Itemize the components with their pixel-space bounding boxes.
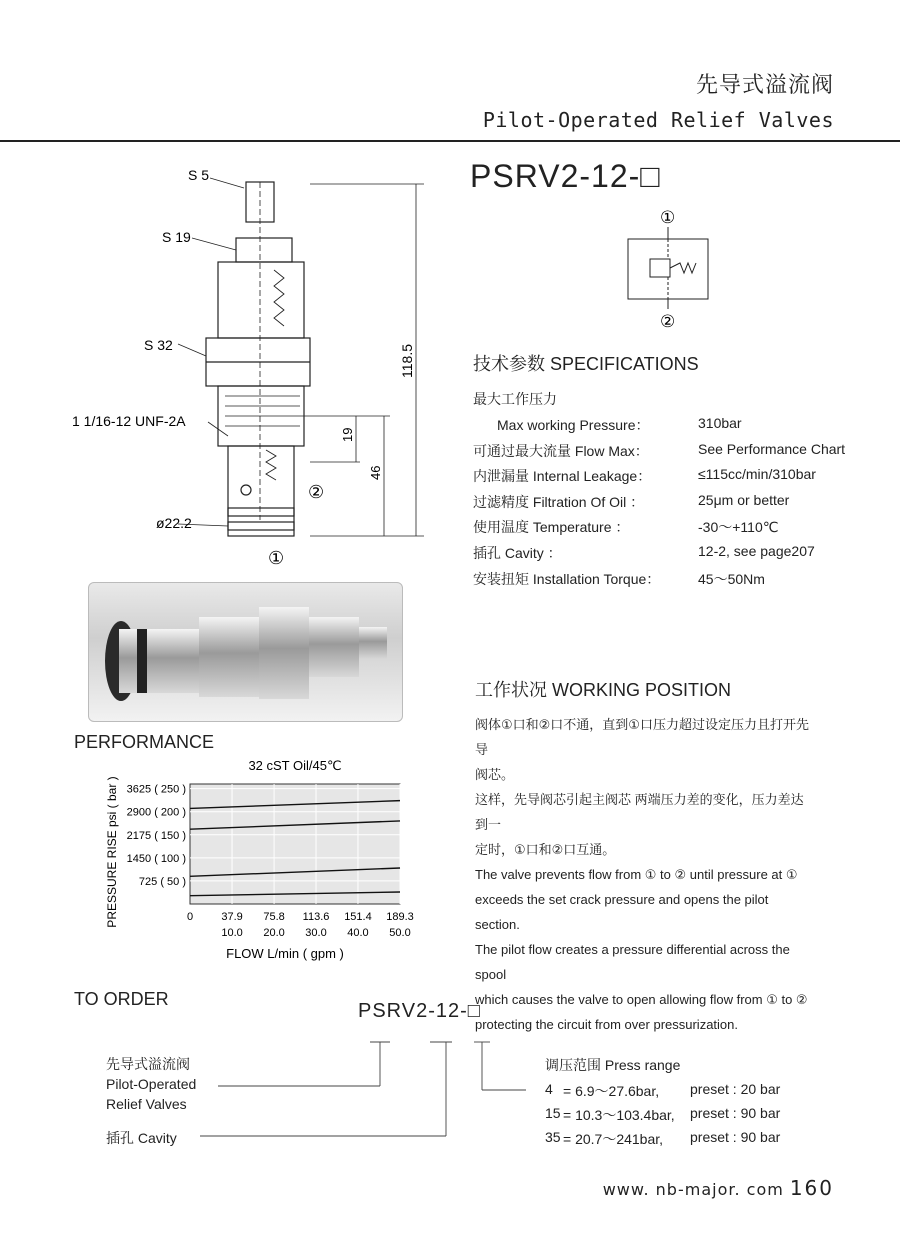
- chart-title: 32 cST Oil/45℃: [248, 758, 342, 773]
- press-range-title: 调压范围 Press range: [545, 1057, 681, 1073]
- wp-line: 阀芯。: [475, 767, 515, 782]
- spec-label: 使用温度 Temperature ：: [473, 519, 630, 535]
- x-tick-label-lpm: 113.6: [302, 911, 330, 923]
- header-title-en: Pilot-Operated Relief Valves: [482, 108, 834, 132]
- order-title: TO ORDER: [74, 989, 169, 1009]
- order-desc-line: Pilot-Operated: [106, 1076, 197, 1092]
- symbol-port-1: ①: [660, 208, 676, 227]
- press-range: = 20.7～241bar,: [563, 1131, 664, 1147]
- x-tick-label-lpm: 75.8: [263, 911, 285, 923]
- valve-drawing: [60, 160, 440, 580]
- x-tick-label-gpm: 30.0: [305, 927, 327, 939]
- spec-value: 310bar: [698, 415, 742, 431]
- x-tick-label-gpm: 20.0: [263, 927, 285, 939]
- y-tick-label: 2175 ( 150 ): [126, 829, 186, 842]
- spec-label: 最大工作压力: [473, 391, 557, 407]
- x-tick-label-gpm: 40.0: [347, 927, 369, 939]
- spec-label: 过滤精度 Filtration Of Oil ：: [473, 494, 645, 510]
- model-title: PSRV2-12-□: [470, 158, 661, 194]
- spec-value: ≤115cc/min/310bar: [698, 466, 816, 482]
- press-preset: preset : 90 bar: [690, 1129, 781, 1145]
- wp-line: 阀体①口和②口不通，直到①口压力超过设定压力且打开先导: [475, 717, 809, 757]
- wp-line: 定时，①口和②口互通。: [475, 842, 616, 857]
- wp-line: which causes the valve to open allowing flow from ① to ②: [475, 992, 808, 1007]
- spec-label: 内泄漏量 Internal Leakage：: [473, 468, 652, 484]
- performance-title: PERFORMANCE: [74, 732, 215, 752]
- press-preset: preset : 20 bar: [690, 1081, 781, 1097]
- header-divider: [0, 140, 900, 142]
- spec-label: 插孔 Cavity ：: [473, 545, 562, 561]
- spec-value: See Performance Chart: [698, 441, 846, 457]
- footer-url[interactable]: www. nb-major. com: [602, 1180, 784, 1199]
- label-s19: S 19: [162, 229, 191, 245]
- dim-19: 19: [340, 427, 355, 442]
- press-code: 35: [545, 1129, 561, 1145]
- performance-chart: [90, 752, 430, 974]
- x-tick-label-lpm: 37.9: [221, 911, 243, 923]
- wp-line: protecting the circuit from over pressurization.: [475, 1017, 738, 1032]
- x-tick-label-gpm: 50.0: [389, 927, 411, 939]
- order-cavity: 插孔 Cavity: [106, 1130, 177, 1146]
- order-desc: [106, 1054, 196, 1114]
- order-leader-lines: [190, 1036, 550, 1146]
- x-tick-label-lpm: 189.3: [386, 911, 414, 923]
- y-tick-label: 725 ( 50 ): [138, 875, 186, 888]
- page-number: 160: [789, 1176, 834, 1200]
- spec-value: 12-2, see page207: [698, 543, 815, 559]
- y-tick-label: 1450 ( 100 ): [126, 852, 186, 865]
- press-code: 4: [545, 1081, 553, 1097]
- working-position-text: [475, 712, 815, 1037]
- y-axis-label: PRESSURE RISE psi ( bar ): [105, 776, 119, 928]
- wp-line: The valve prevents flow from ① to ② until pressure at ①: [475, 867, 798, 882]
- product-photo: [88, 582, 403, 722]
- wp-line: 这样，先导阀芯引起主阀芯 两端压力差的变化，压力差达到一: [475, 792, 804, 832]
- working-position-title: 工作状况 WORKING POSITION: [475, 680, 732, 700]
- wp-line: The pilot flow creates a pressure differential across the spool: [475, 942, 790, 982]
- press-range: = 6.9～27.6bar,: [563, 1083, 660, 1099]
- label-thread: 1 1/16-12 UNF-2A: [72, 413, 186, 429]
- label-s5: S 5: [188, 167, 210, 183]
- symbol-port-2: ②: [660, 312, 676, 331]
- press-range: = 10.3～103.4bar,: [563, 1107, 675, 1123]
- wp-line: exceeds the set crack pressure and opens the pilot section.: [475, 892, 769, 932]
- press-code: 15: [545, 1105, 561, 1121]
- order-desc-line: 先导式溢流阀: [106, 1056, 190, 1072]
- spec-value: 25μm or better: [698, 492, 790, 508]
- x-tick-label-lpm: 0: [186, 911, 194, 923]
- label-s32: S 32: [144, 337, 173, 353]
- x-tick-label-gpm: 10.0: [221, 927, 243, 939]
- spec-label: Max working Pressure：: [497, 417, 650, 433]
- dim-total: 118.5: [399, 344, 415, 378]
- spec-label: 可通过最大流量 Flow Max：: [473, 443, 649, 459]
- hydraulic-symbol: [620, 205, 720, 333]
- x-tick-label-lpm: 151.4: [344, 911, 372, 923]
- specs-title: 技术参数 SPECIFICATIONS: [473, 354, 699, 374]
- header-title-cn: 先导式溢流阀: [695, 73, 834, 98]
- drawing-port-2: ②: [308, 482, 325, 502]
- spec-label: 安装扭矩 Installation Torque：: [473, 571, 661, 587]
- dim-46: 46: [368, 465, 383, 480]
- drawing-port-1: ①: [268, 548, 285, 568]
- order-model: PSRV2-12-□: [358, 1000, 481, 1022]
- order-desc-line: Relief Valves: [106, 1096, 187, 1112]
- spec-value: 45～50Nm: [698, 571, 765, 587]
- press-preset: preset : 90 bar: [690, 1105, 781, 1121]
- y-tick-label: 3625 ( 250 ): [126, 783, 186, 796]
- spec-value: -30～+110℃: [698, 519, 779, 535]
- footer: [603, 1176, 834, 1200]
- label-diameter: ø22.2: [156, 515, 192, 531]
- x-axis-label: FLOW L/min ( gpm ): [226, 946, 344, 961]
- y-tick-label: 2900 ( 200 ): [126, 806, 186, 819]
